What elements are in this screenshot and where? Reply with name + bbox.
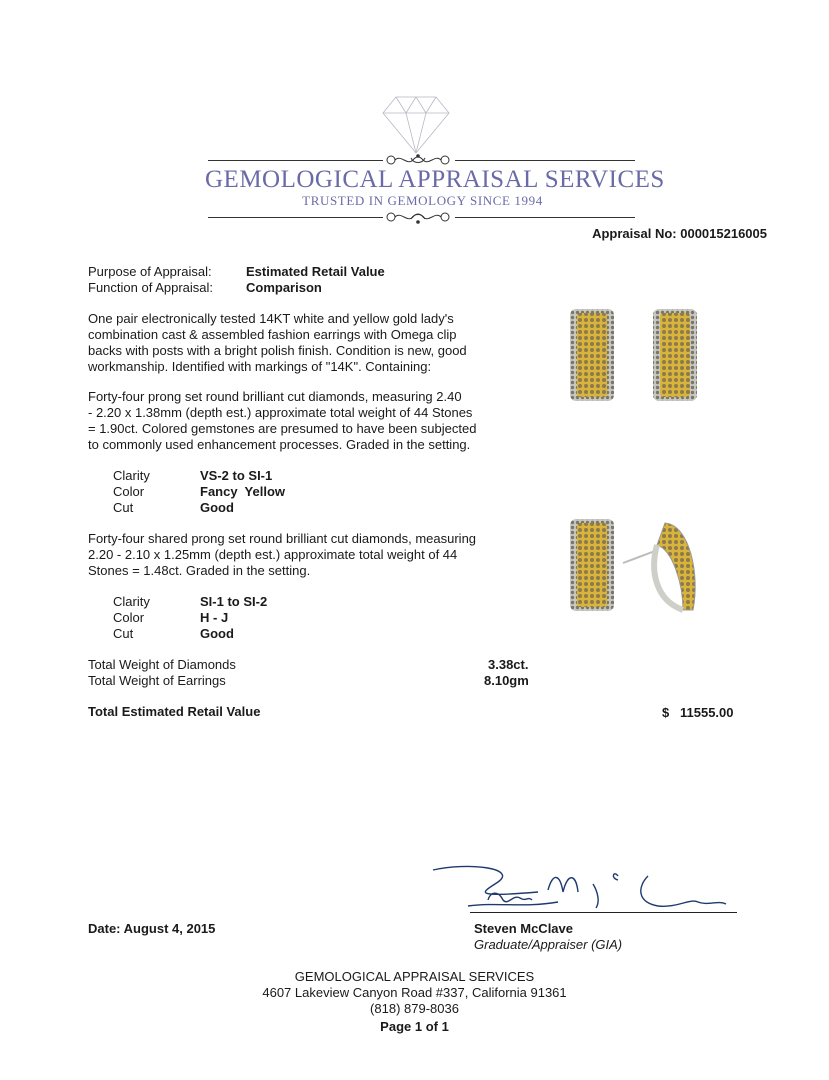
header-rule-bottom-left xyxy=(208,217,383,218)
cut-value: Good xyxy=(200,626,234,641)
stone-description-line: Stones = 1.48ct. Graded in the setting. xyxy=(88,563,311,578)
earrings-front-pair-photo xyxy=(565,305,705,405)
description-line: workmanship. Identified with markings of "14K". Containing: xyxy=(88,359,432,374)
stone-description-line: to commonly used enhancement processes. Graded in the setting. xyxy=(88,437,471,452)
description-line: backs with posts with a bright polish finish. Condition is new, good xyxy=(88,343,467,358)
cut-value: Good xyxy=(200,500,234,515)
clarity-label: Clarity xyxy=(113,468,150,483)
total-earrings-value: 8.10gm xyxy=(484,673,529,688)
stone-description-line: Forty-four prong set round brilliant cut diamonds, measuring 2.40 xyxy=(88,389,462,404)
clarity-value: VS-2 to SI-1 xyxy=(200,468,273,483)
footer-address: 4607 Lakeview Canyon Road #337, California 91361 xyxy=(262,985,567,1000)
signature-image xyxy=(428,862,728,914)
description-line: combination cast & assembled fashion earrings with Omega clip xyxy=(88,327,457,342)
earrings-side-view-photo xyxy=(565,515,705,615)
total-diamonds-value: 3.38ct. xyxy=(488,657,529,672)
clarity-value: SI-1 to SI-2 xyxy=(200,594,268,609)
page-number: Page 1 of 1 xyxy=(380,1019,449,1034)
item-description xyxy=(88,311,508,375)
total-retail-value: 11555.00 xyxy=(680,705,734,720)
header-rule-top-left xyxy=(208,160,383,161)
company-tagline: TRUSTED IN GEMOLOGY SINCE 1994 xyxy=(302,193,543,208)
function-label: Function of Appraisal: xyxy=(88,280,214,295)
stone-description-line: = 1.90ct. Colored gemstones are presumed to have been subjected xyxy=(88,421,477,436)
footer-phone: (818) 879-8036 xyxy=(370,1001,459,1016)
stone-group-2-description xyxy=(88,531,508,579)
stone-description-line: - 2.20 x 1.38mm (depth est.) approximate total weight of 44 Stones xyxy=(88,405,473,420)
stone-description-line: Forty-four shared prong set round brilliant cut diamonds, measuring xyxy=(88,531,477,546)
purpose-value: Estimated Retail Value xyxy=(246,264,385,279)
total-retail-label: Total Estimated Retail Value xyxy=(88,704,261,719)
cut-label: Cut xyxy=(113,626,134,641)
cut-label: Cut xyxy=(113,500,134,515)
appraisal-number xyxy=(592,226,767,241)
header-rule-top-right xyxy=(455,160,635,161)
color-value: Fancy Yellow xyxy=(200,484,286,499)
header-rule-bottom-right xyxy=(455,217,635,218)
purpose-label: Purpose of Appraisal: xyxy=(88,264,212,279)
total-retail-currency: $ xyxy=(662,705,670,720)
appraisal-number-value: 000015216005 xyxy=(680,226,767,241)
description-line: One pair electronically tested 14KT white and yellow gold lady's xyxy=(88,311,454,326)
stone-description-line: 2.20 - 2.10 x 1.25mm (depth est.) approximate total weight of 44 xyxy=(88,547,458,562)
total-diamonds-label: Total Weight of Diamonds xyxy=(88,657,236,672)
color-label: Color xyxy=(113,610,145,625)
footer-company: GEMOLOGICAL APPRAISAL SERVICES xyxy=(294,969,535,984)
appraiser-name: Steven McClave xyxy=(474,921,573,936)
appraiser-title: Graduate/Appraiser (GIA) xyxy=(474,937,623,952)
company-name: GEMOLOGICAL APPRAISAL SERVICES xyxy=(205,166,665,193)
color-value: H - J xyxy=(200,610,229,625)
scroll-ornament-icon xyxy=(383,209,453,225)
function-value: Comparison xyxy=(246,280,322,295)
color-label: Color xyxy=(113,484,145,499)
appraisal-date: Date: August 4, 2015 xyxy=(88,921,216,936)
clarity-label: Clarity xyxy=(113,594,150,609)
stone-group-1-description xyxy=(88,389,508,453)
appraisal-number-label: Appraisal No: xyxy=(592,226,677,241)
diamond-icon xyxy=(381,95,451,155)
signature-line xyxy=(470,912,737,913)
total-earrings-label: Total Weight of Earrings xyxy=(88,673,226,688)
